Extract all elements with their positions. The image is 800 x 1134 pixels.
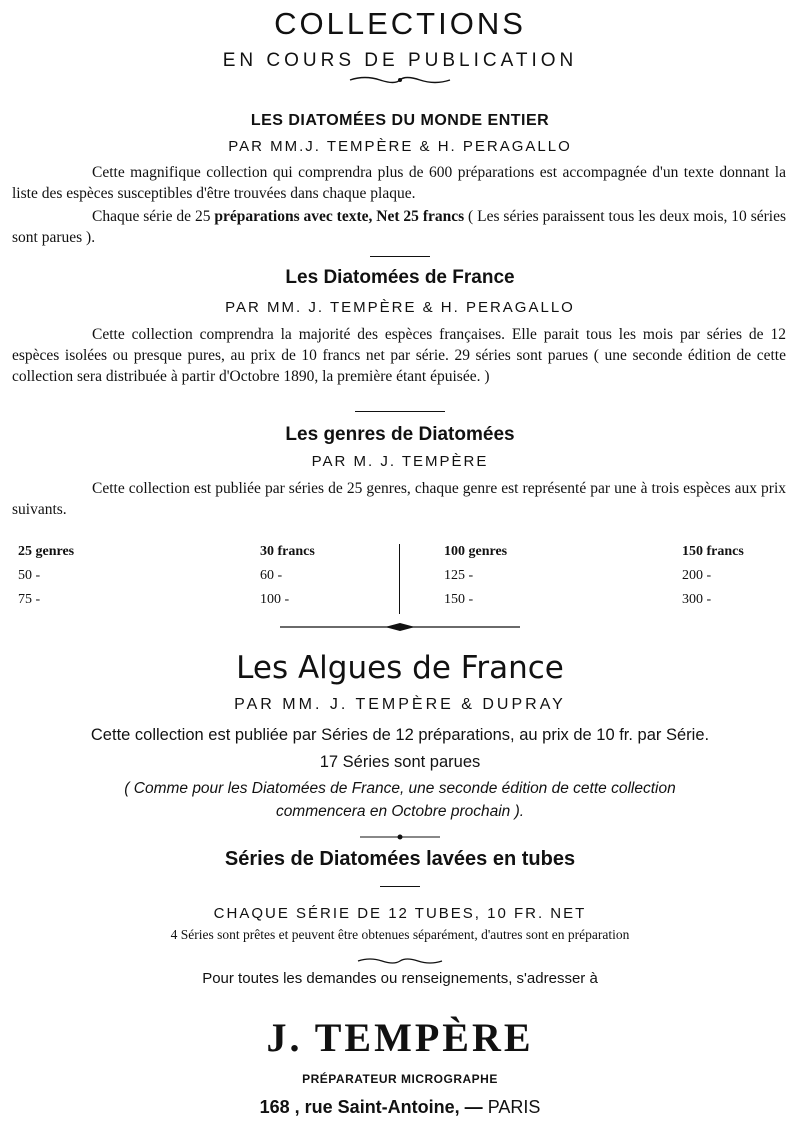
section-paragraph: Cette collection comprendra la majorité des espèces françaises. Elle parait tous les mois par séries de 12 espèces isolées ou presque pures, au prix de 10 francs net par série. 29 séries sont parues ( une seconde édition de cette collection sera distribuée à partir d'Octobre 1890, la première étant épuisée. ) — [12, 326, 786, 385]
publisher-role: PRÉPARATEUR MICROGRAPHE — [302, 1072, 498, 1086]
ornament-divider — [0, 952, 800, 970]
price-cell: 100 genres — [444, 544, 508, 559]
divider-rule — [370, 256, 430, 257]
section-authors: PAR MM. J. TEMPÈRE & H. PERAGALLO — [225, 299, 575, 316]
price-table — [18, 540, 788, 610]
section-note: 4 Séries sont prêtes et peuvent être obtenues séparément, d'autres sont en préparation — [170, 927, 630, 942]
price-cell: 100 - — [260, 592, 290, 607]
section-paragraph: Chaque série de 25 préparations avec texte, Net 25 francs ( Les séries paraissent tous les deux mois, 10 séries sont parues ). — [12, 208, 786, 246]
price-cell: 150 - — [444, 592, 474, 607]
section-note: commencera en Octobre prochain ). — [275, 803, 525, 820]
price-cell: 150 francs — [682, 544, 744, 559]
section-paragraph: Cette magnifique collection qui comprendra plus de 600 préparations est accompagnée d'un texte donnant la liste des espèces susceptibles d'être trouvées dans chaque plaque. — [12, 164, 786, 202]
page-subtitle: EN COURS DE PUBLICATION — [222, 50, 578, 71]
price-cell: 125 - — [444, 568, 474, 583]
price-cell: 30 francs — [260, 544, 315, 559]
section-title-diatomees-france: Les Diatomées de France — [285, 267, 515, 288]
price-cell: 300 - — [682, 592, 712, 607]
section-authors: PAR MM. J. TEMPÈRE & DUPRAY — [234, 696, 566, 713]
divider-rule — [355, 411, 445, 412]
section-paragraph: Cette collection est publiée par séries de 25 genres, chaque genre est représenté par une à trois espèces aux prix suivants. — [12, 480, 786, 518]
divider-rule — [380, 886, 420, 887]
ornament-divider — [0, 828, 800, 846]
price-cell: 25 genres — [18, 544, 75, 559]
section-paragraph: Cette collection est publiée par Séries de 12 préparations, au prix de 10 fr. par Série. — [90, 726, 710, 744]
publisher-address: 168 , rue Saint-Antoine, — PARIS — [259, 1097, 541, 1117]
price-cell: 200 - — [682, 568, 712, 583]
section-title-series: Séries de Diatomées lavées en tubes — [224, 848, 576, 870]
contact-line: Pour toutes les demandes ou renseignements, s'adresser à — [202, 970, 598, 987]
section-title-algues: Les Algues de France — [236, 650, 564, 686]
price-cell: 75 - — [18, 592, 41, 607]
section-authors: PAR MM.J. TEMPÈRE & H. PERAGALLO — [228, 138, 572, 155]
page-title: COLLECTIONS — [274, 6, 526, 41]
table-divider — [399, 544, 400, 614]
section-note: ( Comme pour les Diatomées de France, une seconde édition de cette collection — [124, 780, 676, 797]
ornament-divider — [0, 618, 800, 636]
price-column-genres — [18, 540, 74, 612]
price-column-genres — [444, 540, 507, 612]
price-column-francs — [682, 540, 744, 612]
section-authors: PAR M. J. TEMPÈRE — [311, 453, 489, 470]
section-title-genres: Les genres de Diatomées — [285, 424, 515, 445]
section-paragraph: 17 Séries sont parues — [319, 753, 481, 771]
ornament-divider — [0, 72, 800, 90]
price-cell: 50 - — [18, 568, 41, 583]
price-cell: 60 - — [260, 568, 283, 583]
price-column-francs — [260, 540, 315, 612]
section-title-monde-entier: LES DIATOMÉES DU MONDE ENTIER — [250, 112, 550, 129]
section-paragraph: CHAQUE SÉRIE DE 12 TUBES, 10 FR. NET — [213, 905, 587, 922]
publisher-name: J. TEMPÈRE — [266, 1015, 534, 1060]
